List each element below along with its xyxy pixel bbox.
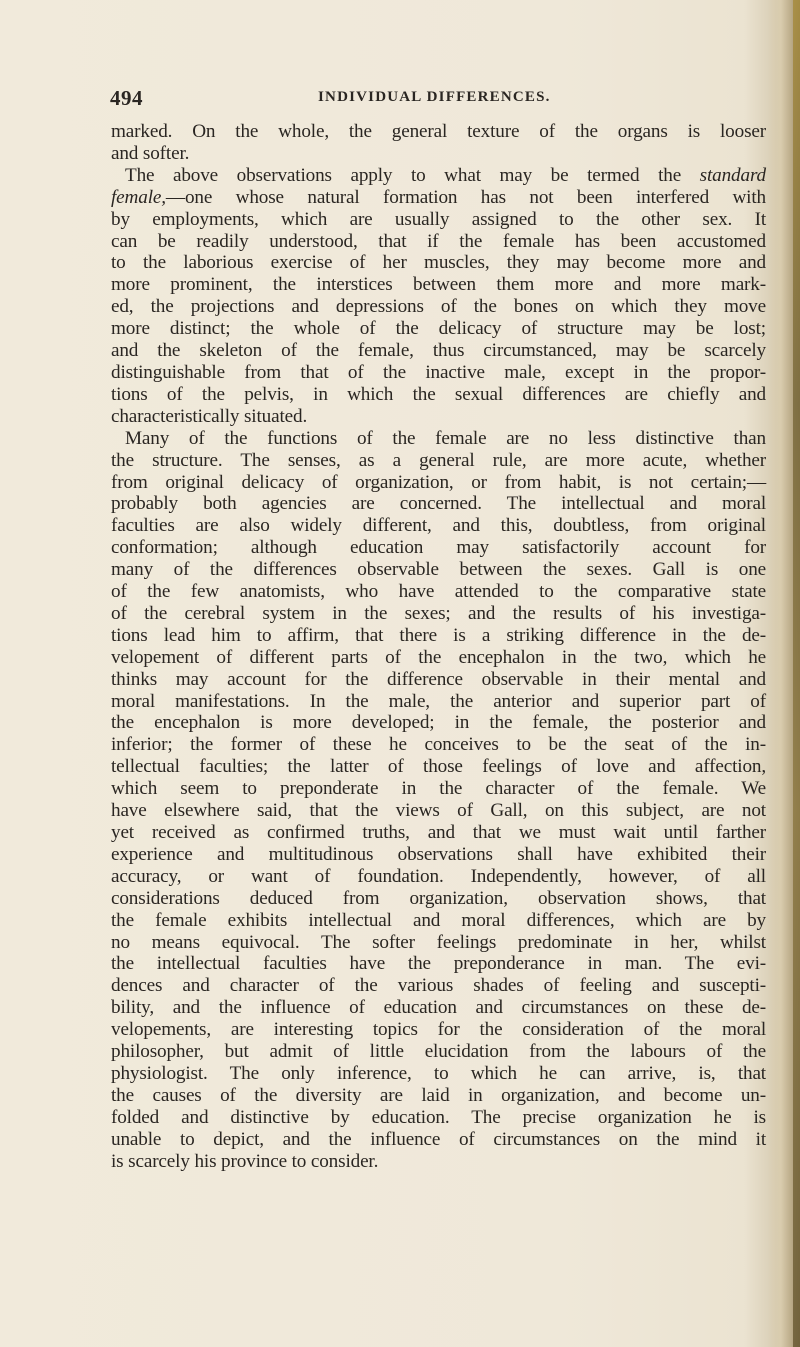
text-line: folded and distinctive by education. The precise organization he is xyxy=(111,1106,766,1128)
text-line: Many of the functions of the female are no less distinctive than xyxy=(125,427,766,449)
text-line: of the few anatomists, who have attended to the comparative state xyxy=(111,581,766,603)
text-line: velopement of different parts of the encephalon in the two, which he xyxy=(111,646,766,668)
body-text xyxy=(111,121,766,1173)
text-line: velopements, are interesting topics for the consideration of the moral xyxy=(111,1019,766,1041)
text-line: philosopher, but admit of little elucidation from the labours of the xyxy=(111,1041,766,1063)
text-line: no means equivocal. The softer feelings predominate in her, whilst xyxy=(111,931,766,953)
text-line: from original delicacy of organization, or from habit, is not certain;— xyxy=(111,471,766,493)
page-binding-edge xyxy=(793,0,800,1347)
text-line: conformation; although education may satisfactorily account for xyxy=(111,537,766,559)
text-line: bility, and the influence of education and circumstances on these de- xyxy=(111,997,766,1019)
running-title: INDIVIDUAL DIFFERENCES. xyxy=(318,89,551,105)
text-line: ed, the projections and depressions of the bones on which they move xyxy=(111,296,766,318)
page-header xyxy=(110,86,765,116)
text-line: which seem to preponderate in the character of the female. We xyxy=(111,778,766,800)
text-line: the structure. The senses, as a general rule, are more acute, whether xyxy=(111,449,766,471)
text-line: more prominent, the interstices between them more and more mark- xyxy=(111,274,766,296)
text-line: the causes of the diversity are laid in organization, and become un- xyxy=(111,1084,766,1106)
text-line: by employments, which are usually assigned to the other sex. It xyxy=(111,208,766,230)
text-line: characteristically situated. xyxy=(111,405,308,427)
text-line: tions of the pelvis, in which the sexual differences are chiefly and xyxy=(111,383,766,405)
text-line: more distinct; the whole of the delicacy of structure may be lost; xyxy=(111,318,766,340)
text-line: and softer. xyxy=(111,142,190,164)
text-line: accuracy, or want of foundation. Independently, however, of all xyxy=(111,865,766,887)
page-number: 494 xyxy=(110,86,143,110)
text-line: the encephalon is more developed; in the female, the posterior and xyxy=(111,712,766,734)
text-line: thinks may account for the difference observable in their mental and xyxy=(111,668,766,690)
text-line: experience and multitudinous observations shall have exhibited their xyxy=(111,843,766,865)
text-line: is scarcely his province to consider. xyxy=(111,1150,379,1172)
text-line: marked. On the whole, the general texture of the organs is looser xyxy=(111,121,766,142)
emphasis: standard xyxy=(699,164,766,186)
text-line: moral manifestations. In the male, the anterior and superior part of xyxy=(111,690,766,712)
text-line: unable to depict, and the influence of circumstances on the mind it xyxy=(111,1128,766,1150)
text-line: the female exhibits intellectual and moral differences, which are by xyxy=(111,909,766,931)
text-line: yet received as confirmed truths, and that we must wait until farther xyxy=(111,822,766,843)
text-line: can be readily understood, that if the female has been accustomed xyxy=(111,230,766,252)
text-line: physiologist. The only inference, to which he can arrive, is, that xyxy=(111,1062,766,1084)
text-line: the intellectual faculties have the preponderance in man. The evi- xyxy=(111,953,766,975)
text-line: tellectual faculties; the latter of those feelings of love and affection, xyxy=(111,756,766,778)
emphasis: female, xyxy=(111,186,166,208)
text-line: have elsewhere said, that the views of Gall, on this subject, are not xyxy=(111,800,766,822)
text-line: distinguishable from that of the inactive male, except in the propor- xyxy=(111,361,766,383)
text-line: faculties are also widely different, and this, doubtless, from original xyxy=(111,515,766,537)
text-line: of the cerebral system in the sexes; and the results of his investiga- xyxy=(111,602,766,624)
text-line: female,—one whose natural formation has not been interfered with xyxy=(111,186,766,208)
text-line: inferior; the former of these he conceives to be the seat of the in- xyxy=(111,734,766,756)
text-line: dences and character of the various shades of feeling and suscepti- xyxy=(111,975,766,997)
text-line: probably both agencies are concerned. The intellectual and moral xyxy=(111,493,766,515)
text-line: and the skeleton of the female, thus circumstanced, may be scarcely xyxy=(111,340,766,362)
text-line: tions lead him to affirm, that there is a striking difference in the de- xyxy=(111,624,766,646)
text-line: to the laborious exercise of her muscles, they may become more and xyxy=(111,252,766,274)
text-line: The above observations apply to what may be termed the standard xyxy=(125,164,766,186)
text-line: many of the differences observable between the sexes. Gall is one xyxy=(111,559,766,581)
text-line: considerations deduced from organization, observation shows, that xyxy=(111,887,766,909)
